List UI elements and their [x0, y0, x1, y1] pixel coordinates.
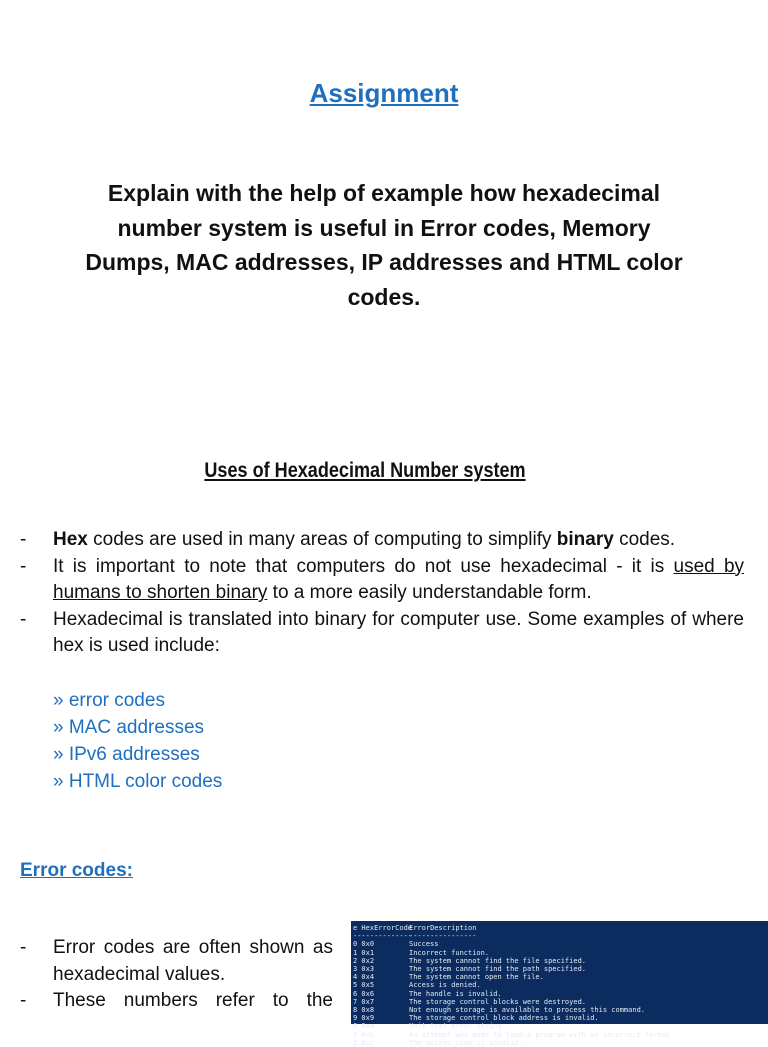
- section-heading: Uses of Hexadecimal Number system: [204, 459, 526, 482]
- terminal-header-row: e HexErrorCode ErrorDescription: [353, 924, 477, 932]
- assignment-title: Assignment: [309, 78, 459, 108]
- hex-examples-list: [53, 687, 222, 795]
- terminal-row: 6 0x6 The handle is invalid.: [353, 989, 502, 998]
- terminal-row: 3 0x3 The system cannot find the path specified.: [353, 965, 587, 974]
- hex-bold-word: Hex: [53, 529, 88, 550]
- error-codes-heading: Error codes:: [20, 860, 133, 881]
- terminal-row: 4 0x4 The system cannot open the file.: [353, 973, 544, 982]
- terminal-row: 5 0x5 Access is denied.: [353, 981, 481, 990]
- list-item: » HTML color codes: [53, 771, 223, 792]
- assignment-question: Explain with the help of example how hexadecimal number system is useful in Error codes, Memory Dumps, MAC addresses, IP addresses and HTML color codes.: [85, 180, 683, 310]
- bullet-item: - These numbers refer to the: [20, 990, 333, 1012]
- error-code-terminal-screenshot: [351, 921, 768, 1047]
- underlined-phrase: used by humans to shorten binary: [53, 555, 745, 604]
- error-codes-bullets: [20, 935, 333, 1015]
- terminal-row: 9 0x9 The storage control block address is invalid.: [353, 1014, 599, 1023]
- bullet-item: - Hexadecimal is translated into binary for computer use. Some examples of where hex is used include:: [20, 608, 744, 657]
- bullet-item: - Error codes are often shown as hexadecimal values.: [20, 937, 333, 985]
- binary-bold-word: binary: [556, 529, 614, 550]
- list-item: » IPv6 addresses: [53, 744, 200, 765]
- bullet-item: - It is important to note that computers do not use hexadecimal - it is used by humans to shorten binary to a more easily understandable form.: [20, 555, 745, 604]
- list-item: » MAC addresses: [53, 717, 205, 738]
- terminal-row: 0 0xa Unit test error string: [353, 1022, 502, 1031]
- list-item: » error codes: [53, 690, 165, 711]
- terminal-separator-row: -------------- ----------------: [353, 932, 477, 941]
- terminal-row: 2 0xc The access code is invalid.: [353, 1038, 523, 1047]
- terminal-row: 2 0x2 The system cannot find the file specified.: [353, 956, 587, 965]
- terminal-row: 7 0x7 The storage control blocks were destroyed.: [353, 997, 587, 1006]
- bullet-item: - Hex codes are used in many areas of computing to simplify binary codes.: [20, 529, 676, 550]
- terminal-row: 0 0x0 Success: [353, 940, 439, 949]
- terminal-row: 8 0x8 Not enough storage is available to process this command.: [353, 1006, 646, 1015]
- uses-bullet-list: [20, 527, 744, 660]
- terminal-row: 1 0x1 Incorrect function.: [353, 948, 490, 957]
- terminal-row: 1 0xb An attempt was made to load a program with an incorrect format.: [353, 1030, 675, 1039]
